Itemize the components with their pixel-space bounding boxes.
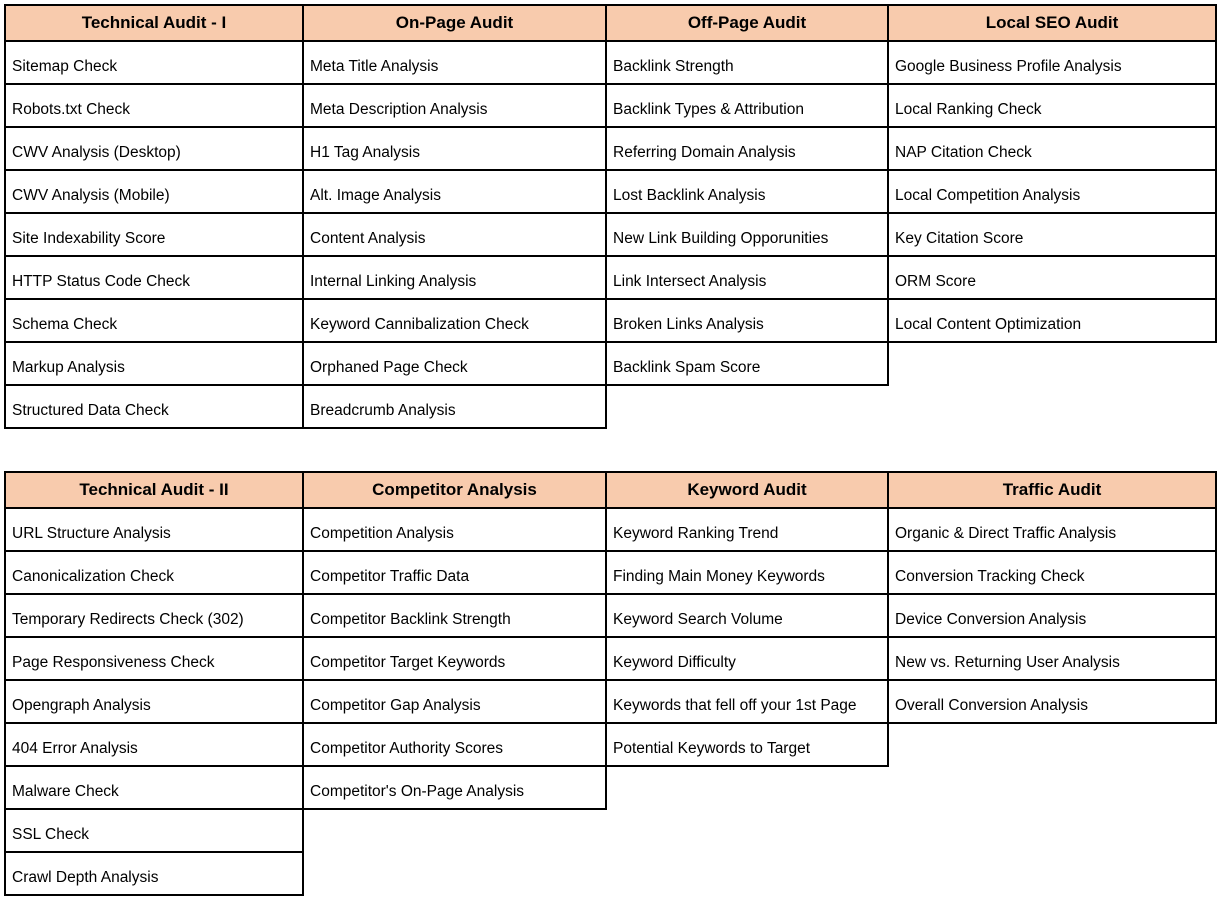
audit-item-cell: Competitor Authority Scores: [304, 724, 607, 767]
audit-item-cell: Local Competition Analysis: [889, 171, 1217, 214]
audit-item-cell: Orphaned Page Check: [304, 343, 607, 386]
audit-item-cell: Markup Analysis: [4, 343, 304, 386]
audit-item-cell: Competitor Backlink Strength: [304, 595, 607, 638]
audit-item-cell: Meta Title Analysis: [304, 42, 607, 85]
audit-item-cell: Content Analysis: [304, 214, 607, 257]
audit-item-cell: Keyword Search Volume: [607, 595, 889, 638]
audit-item-cell: Key Citation Score: [889, 214, 1217, 257]
column-header: Competitor Analysis: [304, 471, 607, 509]
audit-item-cell: Temporary Redirects Check (302): [4, 595, 304, 638]
audit-item-cell: Sitemap Check: [4, 42, 304, 85]
column-header: Off-Page Audit: [607, 4, 889, 42]
audit-item-cell: SSL Check: [4, 810, 304, 853]
audit-item-cell: Organic & Direct Traffic Analysis: [889, 509, 1217, 552]
audit-item-cell: Competitor's On-Page Analysis: [304, 767, 607, 810]
audit-item-cell: Malware Check: [4, 767, 304, 810]
audit-item-cell: Local Content Optimization: [889, 300, 1217, 343]
audit-item-cell: Keyword Ranking Trend: [607, 509, 889, 552]
audit-item-cell: Broken Links Analysis: [607, 300, 889, 343]
audit-item-cell: ORM Score: [889, 257, 1217, 300]
audit-item-cell: Google Business Profile Analysis: [889, 42, 1217, 85]
audit-item-cell: Page Responsiveness Check: [4, 638, 304, 681]
audit-item-cell: Referring Domain Analysis: [607, 128, 889, 171]
audit-item-cell: Site Indexability Score: [4, 214, 304, 257]
column-header: Traffic Audit: [889, 471, 1217, 509]
audit-item-cell: Internal Linking Analysis: [304, 257, 607, 300]
audit-item-cell: Competitor Gap Analysis: [304, 681, 607, 724]
audit-item-cell: CWV Analysis (Mobile): [4, 171, 304, 214]
audit-item-cell: Keyword Cannibalization Check: [304, 300, 607, 343]
audit-item-cell: Backlink Strength: [607, 42, 889, 85]
audit-item-cell: Finding Main Money Keywords: [607, 552, 889, 595]
audit-item-cell: New Link Building Opporunities: [607, 214, 889, 257]
audit-item-cell: Keywords that fell off your 1st Page: [607, 681, 889, 724]
audit-item-cell: New vs. Returning User Analysis: [889, 638, 1217, 681]
audit-item-cell: Keyword Difficulty: [607, 638, 889, 681]
audit-item-cell: URL Structure Analysis: [4, 509, 304, 552]
column-header: Technical Audit - I: [4, 4, 304, 42]
column-header: Keyword Audit: [607, 471, 889, 509]
audit-item-cell: Backlink Spam Score: [607, 343, 889, 386]
audit-item-cell: Local Ranking Check: [889, 85, 1217, 128]
audit-item-cell: Crawl Depth Analysis: [4, 853, 304, 896]
column-header: On-Page Audit: [304, 4, 607, 42]
audit-item-cell: NAP Citation Check: [889, 128, 1217, 171]
audit-item-cell: 404 Error Analysis: [4, 724, 304, 767]
audit-item-cell: Lost Backlink Analysis: [607, 171, 889, 214]
audit-item-cell: Competitor Traffic Data: [304, 552, 607, 595]
audit-item-cell: Alt. Image Analysis: [304, 171, 607, 214]
audit-item-cell: Overall Conversion Analysis: [889, 681, 1217, 724]
audit-item-cell: Competitor Target Keywords: [304, 638, 607, 681]
column-header: Local SEO Audit: [889, 4, 1217, 42]
audit-item-cell: Potential Keywords to Target: [607, 724, 889, 767]
audit-item-cell: Conversion Tracking Check: [889, 552, 1217, 595]
audit-item-cell: Device Conversion Analysis: [889, 595, 1217, 638]
audit-table-part-2: [4, 471, 1218, 896]
audit-item-cell: Link Intersect Analysis: [607, 257, 889, 300]
audit-item-cell: Structured Data Check: [4, 386, 304, 429]
audit-item-cell: Competition Analysis: [304, 509, 607, 552]
audit-item-cell: Schema Check: [4, 300, 304, 343]
audit-table-part-1: [4, 4, 1218, 429]
audit-item-cell: Breadcrumb Analysis: [304, 386, 607, 429]
audit-item-cell: CWV Analysis (Desktop): [4, 128, 304, 171]
audit-item-cell: HTTP Status Code Check: [4, 257, 304, 300]
audit-item-cell: H1 Tag Analysis: [304, 128, 607, 171]
audit-item-cell: Meta Description Analysis: [304, 85, 607, 128]
column-header: Technical Audit - II: [4, 471, 304, 509]
audit-item-cell: Robots.txt Check: [4, 85, 304, 128]
audit-item-cell: Backlink Types & Attribution: [607, 85, 889, 128]
audit-item-cell: Canonicalization Check: [4, 552, 304, 595]
audit-item-cell: Opengraph Analysis: [4, 681, 304, 724]
